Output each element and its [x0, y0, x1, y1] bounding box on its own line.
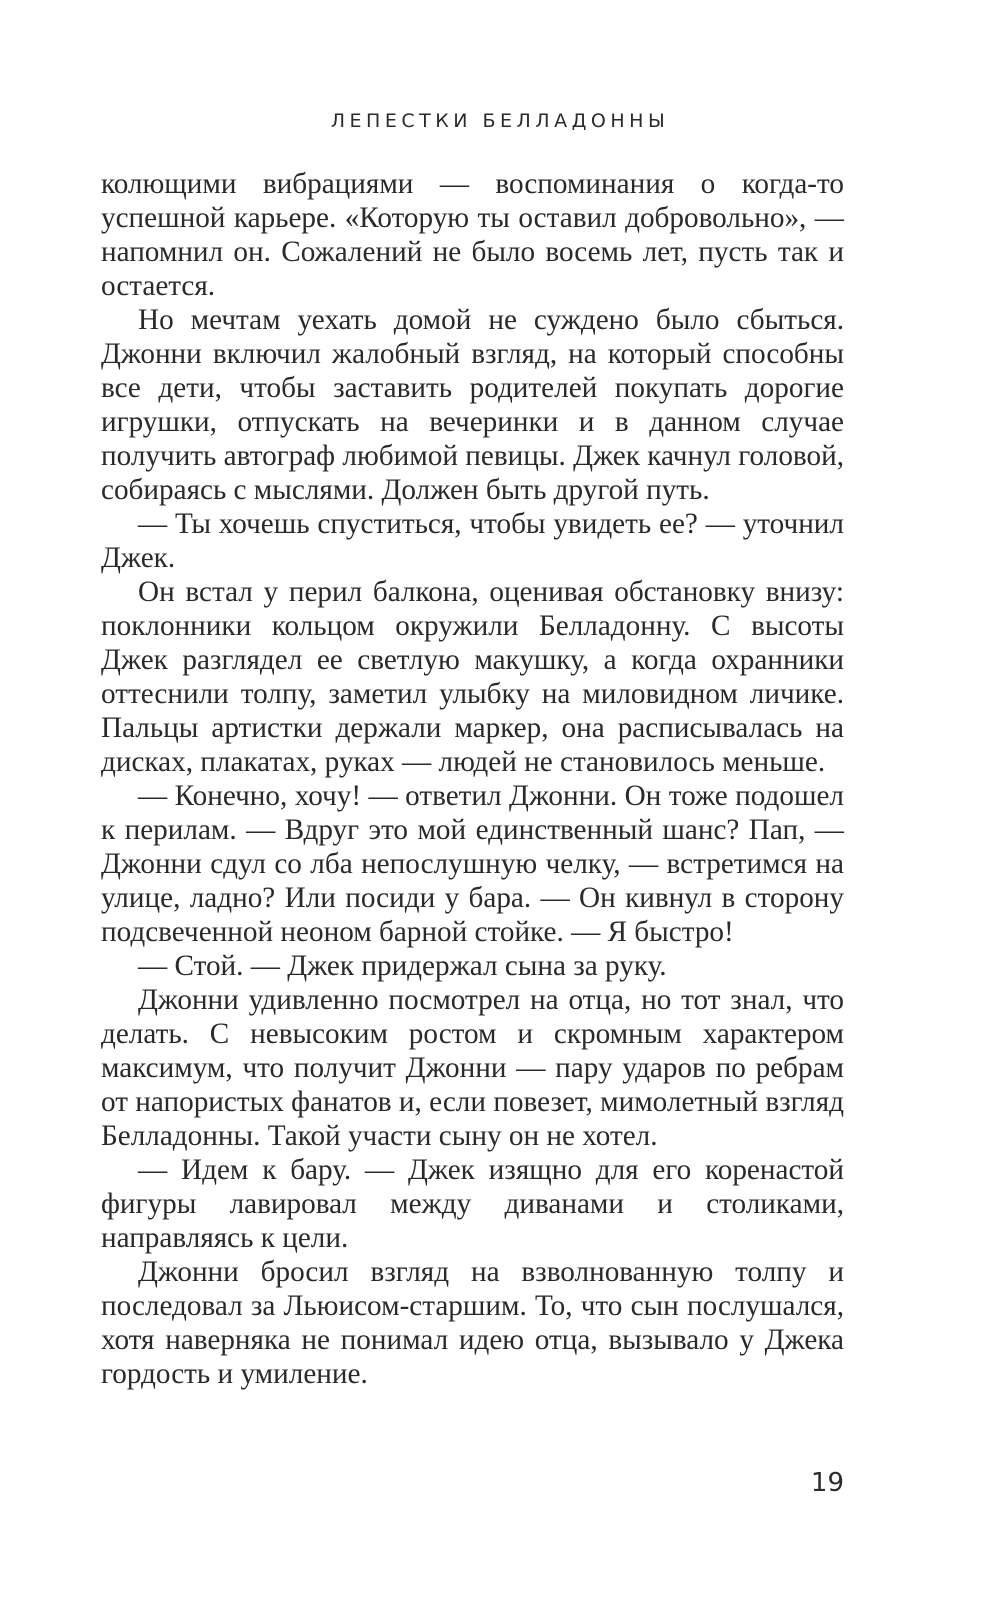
paragraph: — Конечно, хочу! — ответил Джонни. Он тоже подошел к перилам. — Вдруг это мой единственный шанс? Пап, — Джонни сдул со лба непослушную челку, — встретимся на улице, ладно? Или посиди у бара. — Он кивнул в сторону подсвеченной неоном барной стойке. — Я быстро!	[101, 780, 844, 948]
running-title: ЛЕПЕСТКИ БЕЛЛАДОННЫ	[330, 110, 670, 132]
paragraph: — Ты хочешь спуститься, чтобы увидеть ее? — уточнил Джек.	[101, 508, 844, 574]
body-text	[101, 167, 844, 1391]
paragraph: колющими вибрациями — воспоминания о когда-то успешной карьере. «Которую ты оставил добровольно», — напомнил он. Сожалений не было восемь лет, пусть так и остается.	[101, 168, 844, 302]
paragraph: Но мечтам уехать домой не суждено было сбыться. Джонни включил жалобный взгляд, на который способны все дети, чтобы заставить родителей покупать дорогие игрушки, отпускать на вечеринки и в данном случае получить автограф любимой певицы. Джек качнул головой, собираясь с мыслями. Должен быть другой путь.	[101, 304, 844, 506]
paragraph: Джонни бросил взгляд на взволнованную толпу и последовал за Льюисом-старшим. То, что сын послушался, хотя наверняка не понимал идею отца, вызывало у Джека гордость и умиление.	[101, 1256, 844, 1390]
paragraph: Он встал у перил балкона, оценивая обстановку внизу: поклонники кольцом окружили Белладонну. С высоты Джек разглядел ее светлую макушку, а когда охранники оттеснили толпу, заметил улыбку на миловидном личике. Пальцы артистки держали маркер, она расписывалась на дисках, плакатах, руках — людей не становилось меньше.	[101, 576, 844, 778]
page-number: 19	[810, 1468, 844, 1498]
paragraph: — Стой. — Джек придержал сына за руку.	[138, 950, 667, 982]
paragraph: Джонни удивленно посмотрел на отца, но тот знал, что делать. С невысоким ростом и скромным характером максимум, что получит Джонни — пару ударов по ребрам от напористых фанатов и, если повезет, мимолетный взгляд Белладонны. Такой участи сыну он не хотел.	[101, 984, 844, 1152]
paragraph: — Идем к бару. — Джек изящно для его коренастой фигуры лавировал между диванами и столиками, направляясь к цели.	[101, 1154, 844, 1254]
